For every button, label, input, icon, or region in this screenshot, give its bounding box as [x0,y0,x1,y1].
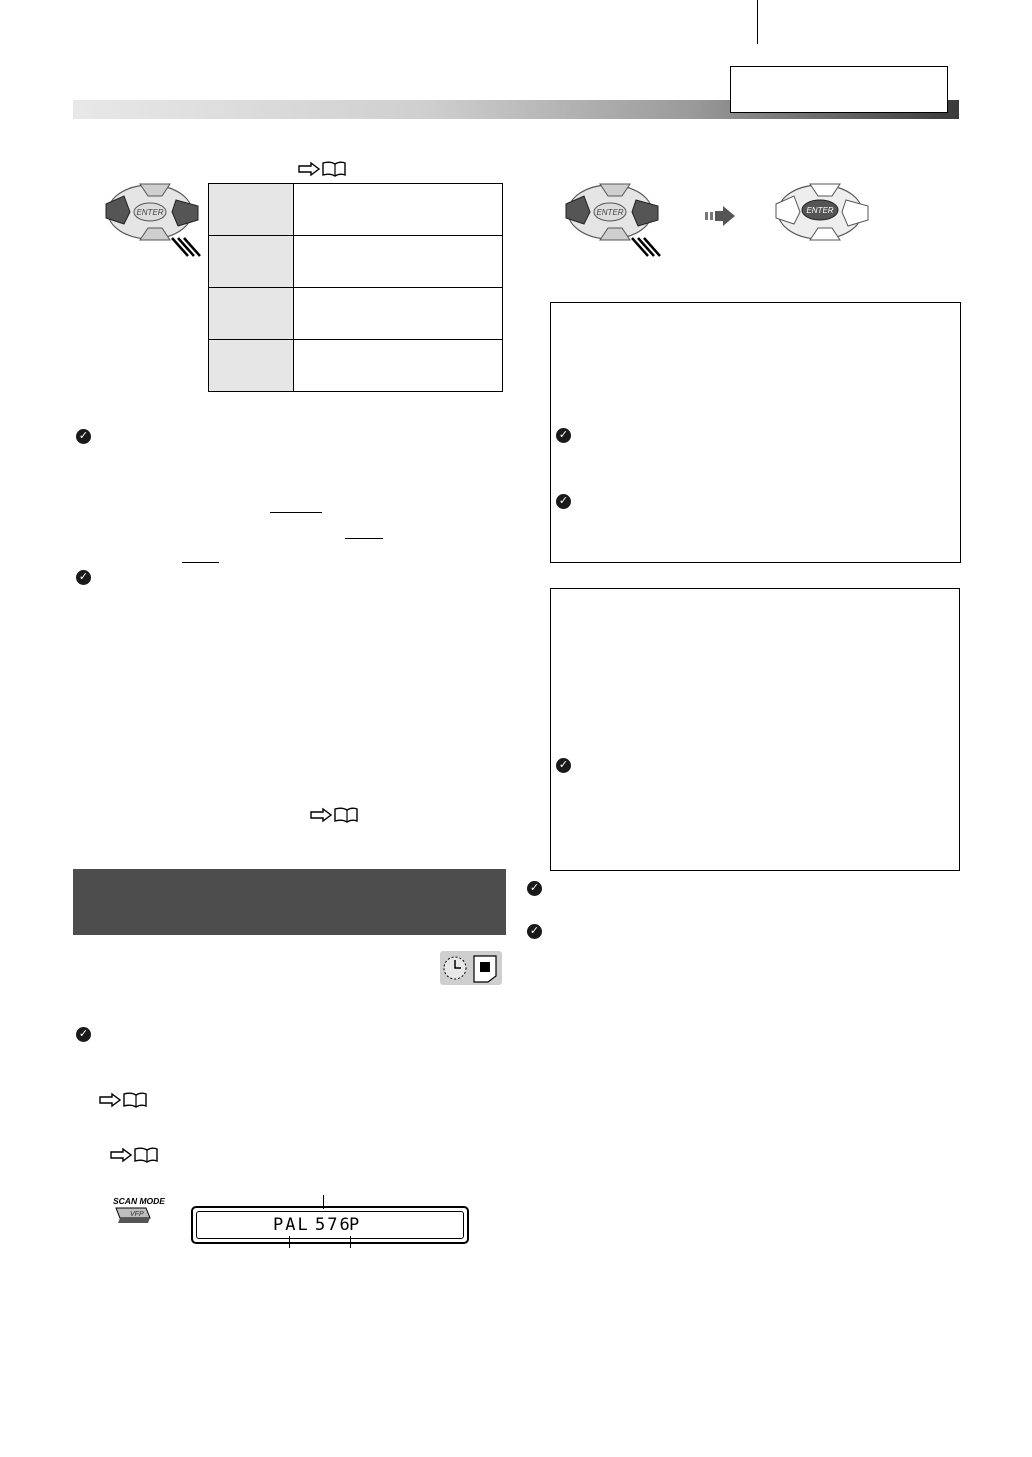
info-panel [550,588,960,871]
cursor-pad-icon [560,178,670,275]
display-pal: PAL [273,1215,310,1235]
underline-mark [345,538,383,539]
table-row [209,236,503,288]
table-key-cell [209,184,294,236]
stop-icon [480,962,490,972]
enter-label-right: ENTER [596,208,624,217]
table-value-cell [294,184,503,236]
table-row [209,184,503,236]
enter-label-left: ENTER [136,208,164,217]
check-circle-icon: ✓ [556,428,571,443]
check-circle-icon: ✓ [556,494,571,509]
scan-mode-button [110,1196,168,1222]
book-reference-icon [109,1146,159,1169]
check-circle-icon: ✓ [527,924,542,939]
check-circle-icon: ✓ [527,881,542,896]
underline-mark [270,512,322,513]
table-key-cell [209,340,294,392]
book-reference-icon [98,1091,148,1114]
callout-line [350,1236,351,1248]
display-resolution: 576 [315,1215,352,1235]
front-display [191,1206,469,1244]
check-circle-icon: ✓ [556,758,571,773]
callout-line [289,1236,290,1248]
table-row [209,340,503,392]
book-reference-icon [309,806,359,829]
cursor-pad-enter-icon [770,178,880,253]
scan-mode-label: SCAN MODE [113,1196,165,1206]
underline-mark [182,562,219,563]
right-arrow-icon [705,205,737,232]
section-heading-band [73,869,506,935]
table-value-cell [294,236,503,288]
table-row [209,288,503,340]
table-key-cell [209,236,294,288]
mode-table [208,183,503,392]
book-reference-icon [297,160,347,183]
check-circle-icon: ✓ [76,570,91,585]
info-panel [550,302,961,563]
callout-line [323,1195,324,1209]
mode-indicator [440,951,502,985]
top-divider-line [757,0,758,44]
check-circle-icon: ✓ [76,429,91,444]
table-value-cell [294,340,503,392]
table-value-cell [294,288,503,340]
cursor-pad-icon [100,178,210,275]
table-key-cell [209,288,294,340]
enter-label-pressed: ENTER [806,206,834,215]
check-circle-icon: ✓ [76,1027,91,1042]
display-progressive: P [349,1215,362,1235]
header-title-box [730,66,948,113]
vfp-label: VFP [130,1211,144,1218]
